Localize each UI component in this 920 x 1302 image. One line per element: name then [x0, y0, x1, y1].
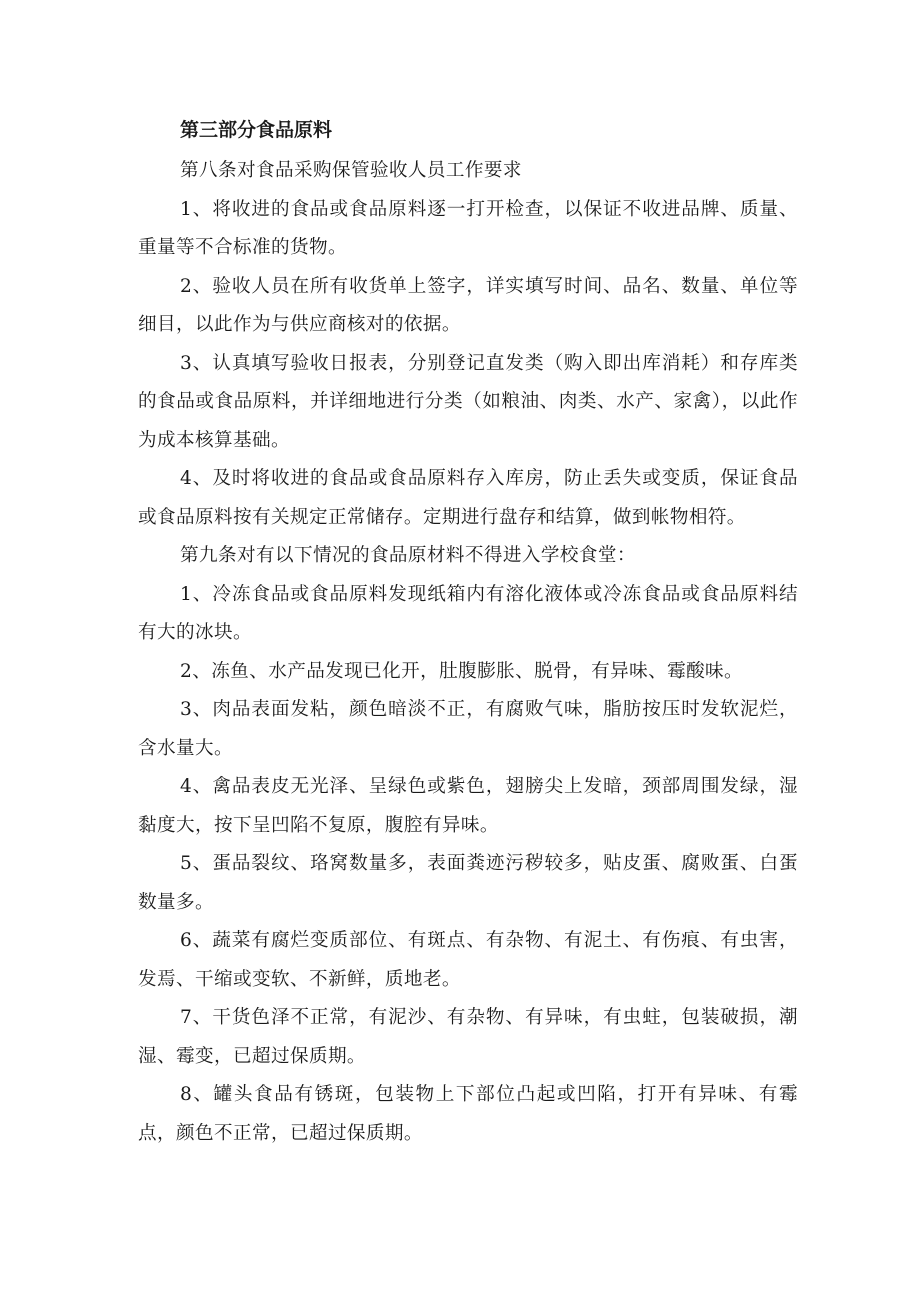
article-9-item-3: 3、肉品表面发粘，颜色暗淡不正，有腐败气味，脂肪按压时发软泥烂，含水量大。	[138, 699, 798, 759]
article-9-item-2: 2、冻鱼、水产品发现已化开，肚腹膨胀、脱骨，有异味、霉酸味。	[180, 660, 744, 682]
article-8-item-4: 4、及时将收进的食品或食品原料存入库房，防止丢失或变质，保证食品或食品原料按有关规定正常储存。定期进行盘存和结算，做到帐物相符。	[138, 468, 798, 528]
article-8-title: 第八条对食品采购保管验收人员工作要求	[180, 160, 522, 181]
article-9-item-7: 7、干货色泽不正常，有泥沙、有杂物、有异味，有虫蛀，包装破损，潮湿、霉变，已超过保质期。	[138, 1007, 798, 1067]
article-9-item-5: 5、蛋品裂纹、珞窝数量多，表面粪迹污秽较多，贴皮蛋、腐败蛋、白蛋数量多。	[138, 853, 798, 913]
article-9-item-6: 6、蔬菜有腐烂变质部位、有斑点、有杂物、有泥土、有伤痕、有虫害，发焉、干缩或变软、不新鲜，质地老。	[138, 930, 798, 990]
article-9-title: 第九条对有以下情况的食品原材料不得进入学校食堂：	[180, 545, 636, 566]
article-9-item-8: 8、罐头食品有锈斑，包装物上下部位凸起或凹陷，打开有异味、有霉点，颜色不正常，已超过保质期。	[138, 1084, 798, 1144]
article-8-item-2: 2、验收人员在所有收货单上签字，详实填写时间、品名、数量、单位等细目，以此作为与供应商核对的依据。	[138, 275, 798, 335]
part-title: 第三部分食品原料	[180, 119, 333, 141]
article-8-item-1: 1、将收进的食品或食品原料逐一打开检查，以保证不收进品牌、质量、重量等不合标准的货物。	[138, 198, 798, 258]
article-8-item-3: 3、认真填写验收日报表，分别登记直发类（购入即出库消耗）和存库类的食品或食品原料，并详细地进行分类（如粮油、肉类、水产、家禽），以此作为成本核算基础。	[138, 352, 798, 451]
article-9-item-1: 1、冷冻食品或食品原料发现纸箱内有溶化液体或冷冻食品或食品原料结有大的冰块。	[138, 583, 798, 643]
article-9-item-4: 4、禽品表皮无光泽、呈绿色或紫色，翅膀尖上发暗，颈部周围发绿，湿黏度大，按下呈凹陷不复原，腹腔有异味。	[138, 776, 798, 836]
document-page	[138, 114, 798, 1153]
